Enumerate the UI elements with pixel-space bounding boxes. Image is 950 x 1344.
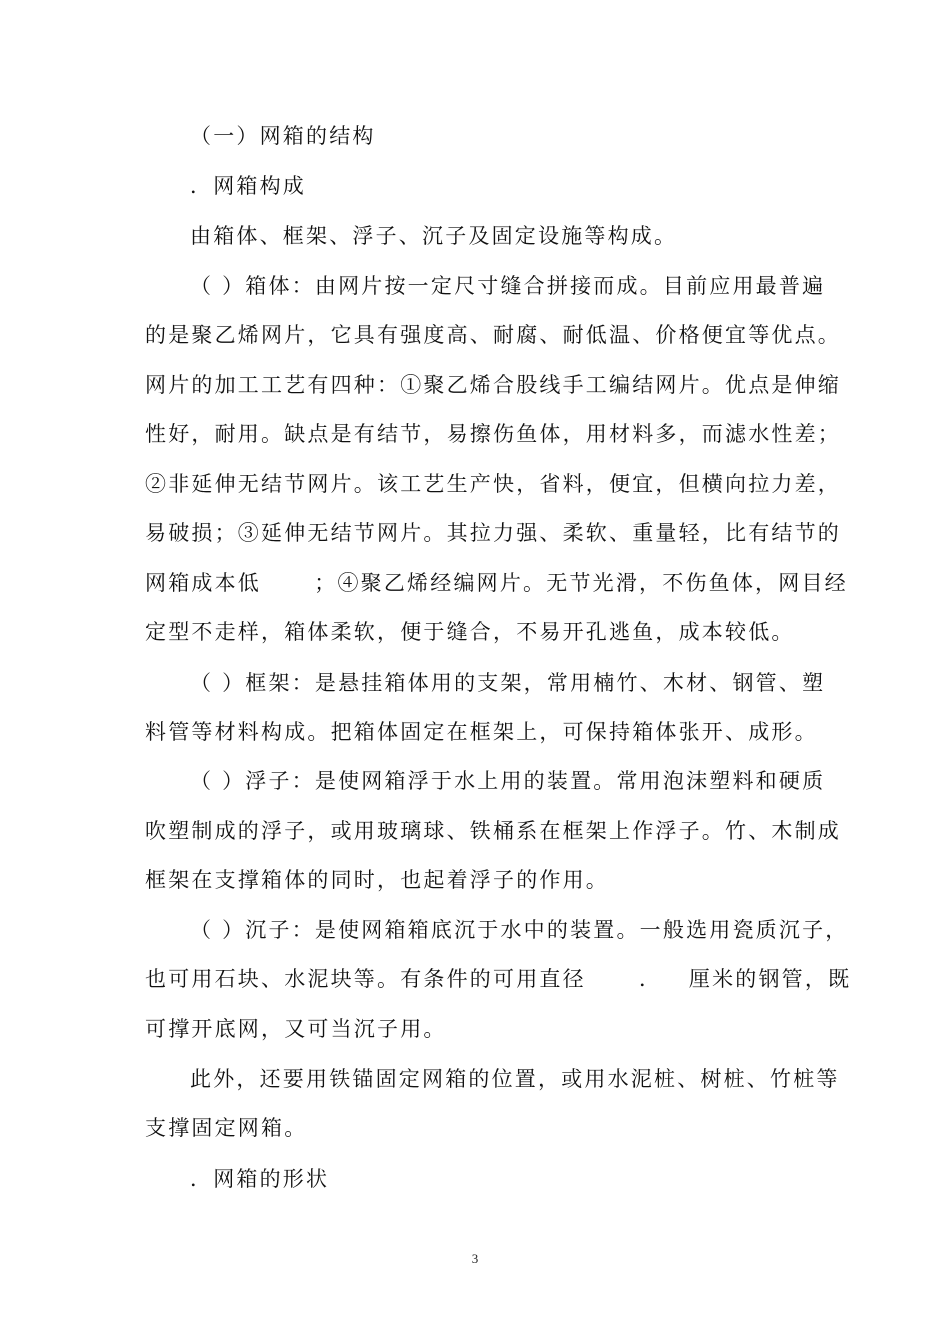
paragraph-line: 此外，还要用铁锚固定网箱的位置，或用水泥桩、树桩、竹桩等 bbox=[190, 1067, 840, 1091]
paragraph-line: 由箱体、框架、浮子、沉子及固定设施等构成。 bbox=[190, 224, 678, 248]
paragraph-line: 网片的加工工艺有四种：①聚乙烯合股线手工编结网片。优点是伸缩 bbox=[145, 373, 841, 397]
paragraph-line: 性好，耐用。缺点是有结节，易擦伤鱼体，用材料多，而滤水性差； bbox=[145, 422, 841, 446]
paragraph-line: 网箱成本低 ；④聚乙烯经编网片。无节光滑，不伤鱼体，网目经 bbox=[145, 571, 848, 595]
paragraph-line: （ ）箱体：由网片按一定尺寸缝合拼接而成。目前应用最普遍 bbox=[190, 274, 826, 298]
paragraph-line: 料管等材料构成。把箱体固定在框架上，可保持箱体张开、成形。 bbox=[145, 720, 818, 744]
paragraph-line: 框架在支撑箱体的同时，也起着浮子的作用。 bbox=[145, 868, 609, 892]
paragraph-line: ②非延伸无结节网片。该工艺生产快，省料，便宜，但横向拉力差， bbox=[145, 472, 841, 496]
paragraph-line: 支撑固定网箱。 bbox=[145, 1116, 308, 1140]
paragraph-line: （ ）沉子：是使网箱箱底沉于水中的装置。一般选用瓷质沉子， bbox=[190, 918, 849, 942]
paragraph-line: 也可用石块、水泥块等。有条件的可用直径 ． 厘米的钢管，既 bbox=[145, 967, 852, 991]
paragraph-line: 易破损；③延伸无结节网片。其拉力强、柔软、重量轻，比有结节的 bbox=[145, 521, 841, 545]
paragraph-line: （ ）浮子：是使网箱浮于水上用的装置。常用泡沫塑料和硬质 bbox=[190, 769, 826, 793]
subsection-heading: ．网箱的形状 bbox=[190, 1167, 330, 1191]
paragraph-line: 可撑开底网，又可当沉子用。 bbox=[145, 1017, 447, 1041]
page-number: 3 bbox=[471, 1251, 479, 1266]
paragraph-line: 定型不走样，箱体柔软，便于缝合，不易开孔逃鱼，成本较低。 bbox=[145, 620, 795, 644]
paragraph-line: （ ）框架：是悬挂箱体用的支架，常用楠竹、木材、钢管、塑 bbox=[190, 671, 826, 695]
section-heading: （一）网箱的结构 bbox=[190, 124, 376, 148]
paragraph-line: 的是聚乙烯网片，它具有强度高、耐腐、耐低温、价格便宜等优点。 bbox=[145, 323, 841, 347]
subsection-heading: ．网箱构成 bbox=[190, 174, 306, 198]
paragraph-line: 吹塑制成的浮子，或用玻璃球、铁桶系在框架上作浮子。竹、木制成 bbox=[145, 819, 841, 843]
